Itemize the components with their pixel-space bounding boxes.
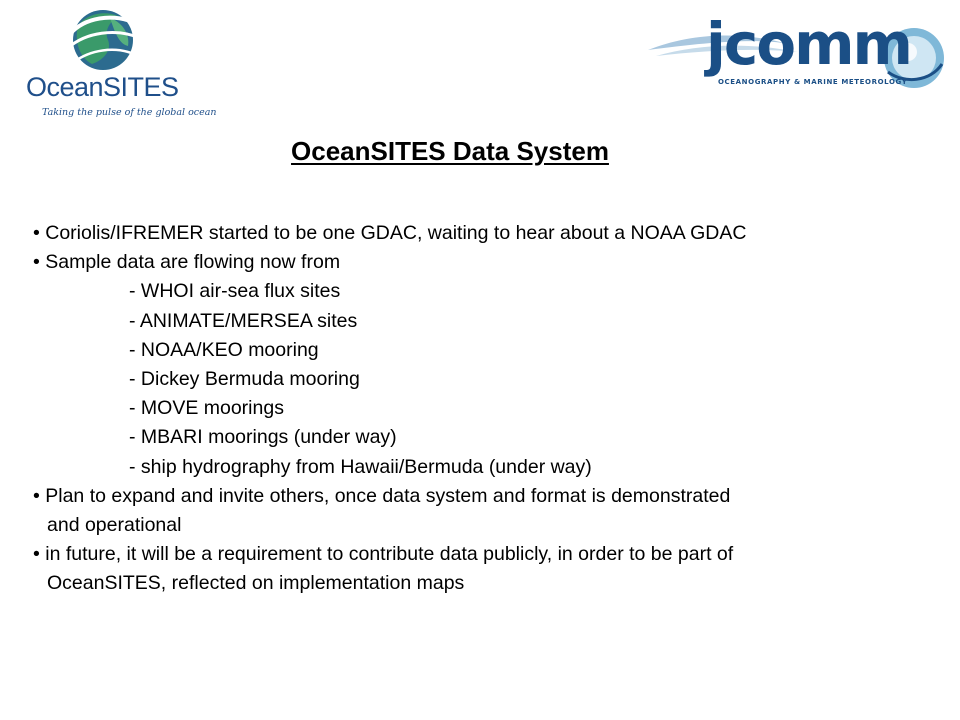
bullet-line: • in future, it will be a requirement to contribute data publicly, in order to be part of — [33, 543, 734, 566]
bullet-continuation-line: OceanSITES, reflected on implementation maps — [47, 572, 465, 595]
bullet-continuation-line: and operational — [47, 514, 182, 537]
oceansites-tagline: Taking the pulse of the global ocean — [42, 107, 217, 118]
jcomm-logo — [648, 10, 948, 104]
globe-icon — [64, 4, 142, 76]
sub-item-line: - WHOI air-sea flux sites — [129, 280, 341, 303]
sub-item-line: - Dickey Bermuda mooring — [129, 368, 360, 391]
sub-item-line: - ship hydrography from Hawaii/Bermuda (under way) — [129, 455, 592, 478]
sub-item-line: - NOAA/KEO mooring — [129, 338, 319, 361]
jcomm-wordmark: jcomm — [706, 10, 911, 78]
slide-body — [33, 219, 933, 599]
sub-item-line: - MOVE moorings — [129, 397, 284, 420]
oceansites-wordmark: OceanSITES — [26, 72, 179, 102]
slide-title: OceanSITES Data System — [291, 136, 609, 166]
sub-item-line: - MBARI moorings (under way) — [129, 426, 397, 449]
bullet-line: • Plan to expand and invite others, once data system and format is demonstrated — [33, 484, 731, 507]
bullet-line: • Coriolis/IFREMER started to be one GDAC, waiting to hear about a NOAA GDAC — [33, 222, 747, 244]
bullet-line: • Sample data are flowing now from — [33, 251, 341, 274]
sub-item-line: - ANIMATE/MERSEA sites — [129, 309, 358, 332]
oceansites-logo — [22, 0, 217, 130]
jcomm-subtitle: OCEANOGRAPHY & MARINE METEOROLOGY — [718, 78, 908, 86]
